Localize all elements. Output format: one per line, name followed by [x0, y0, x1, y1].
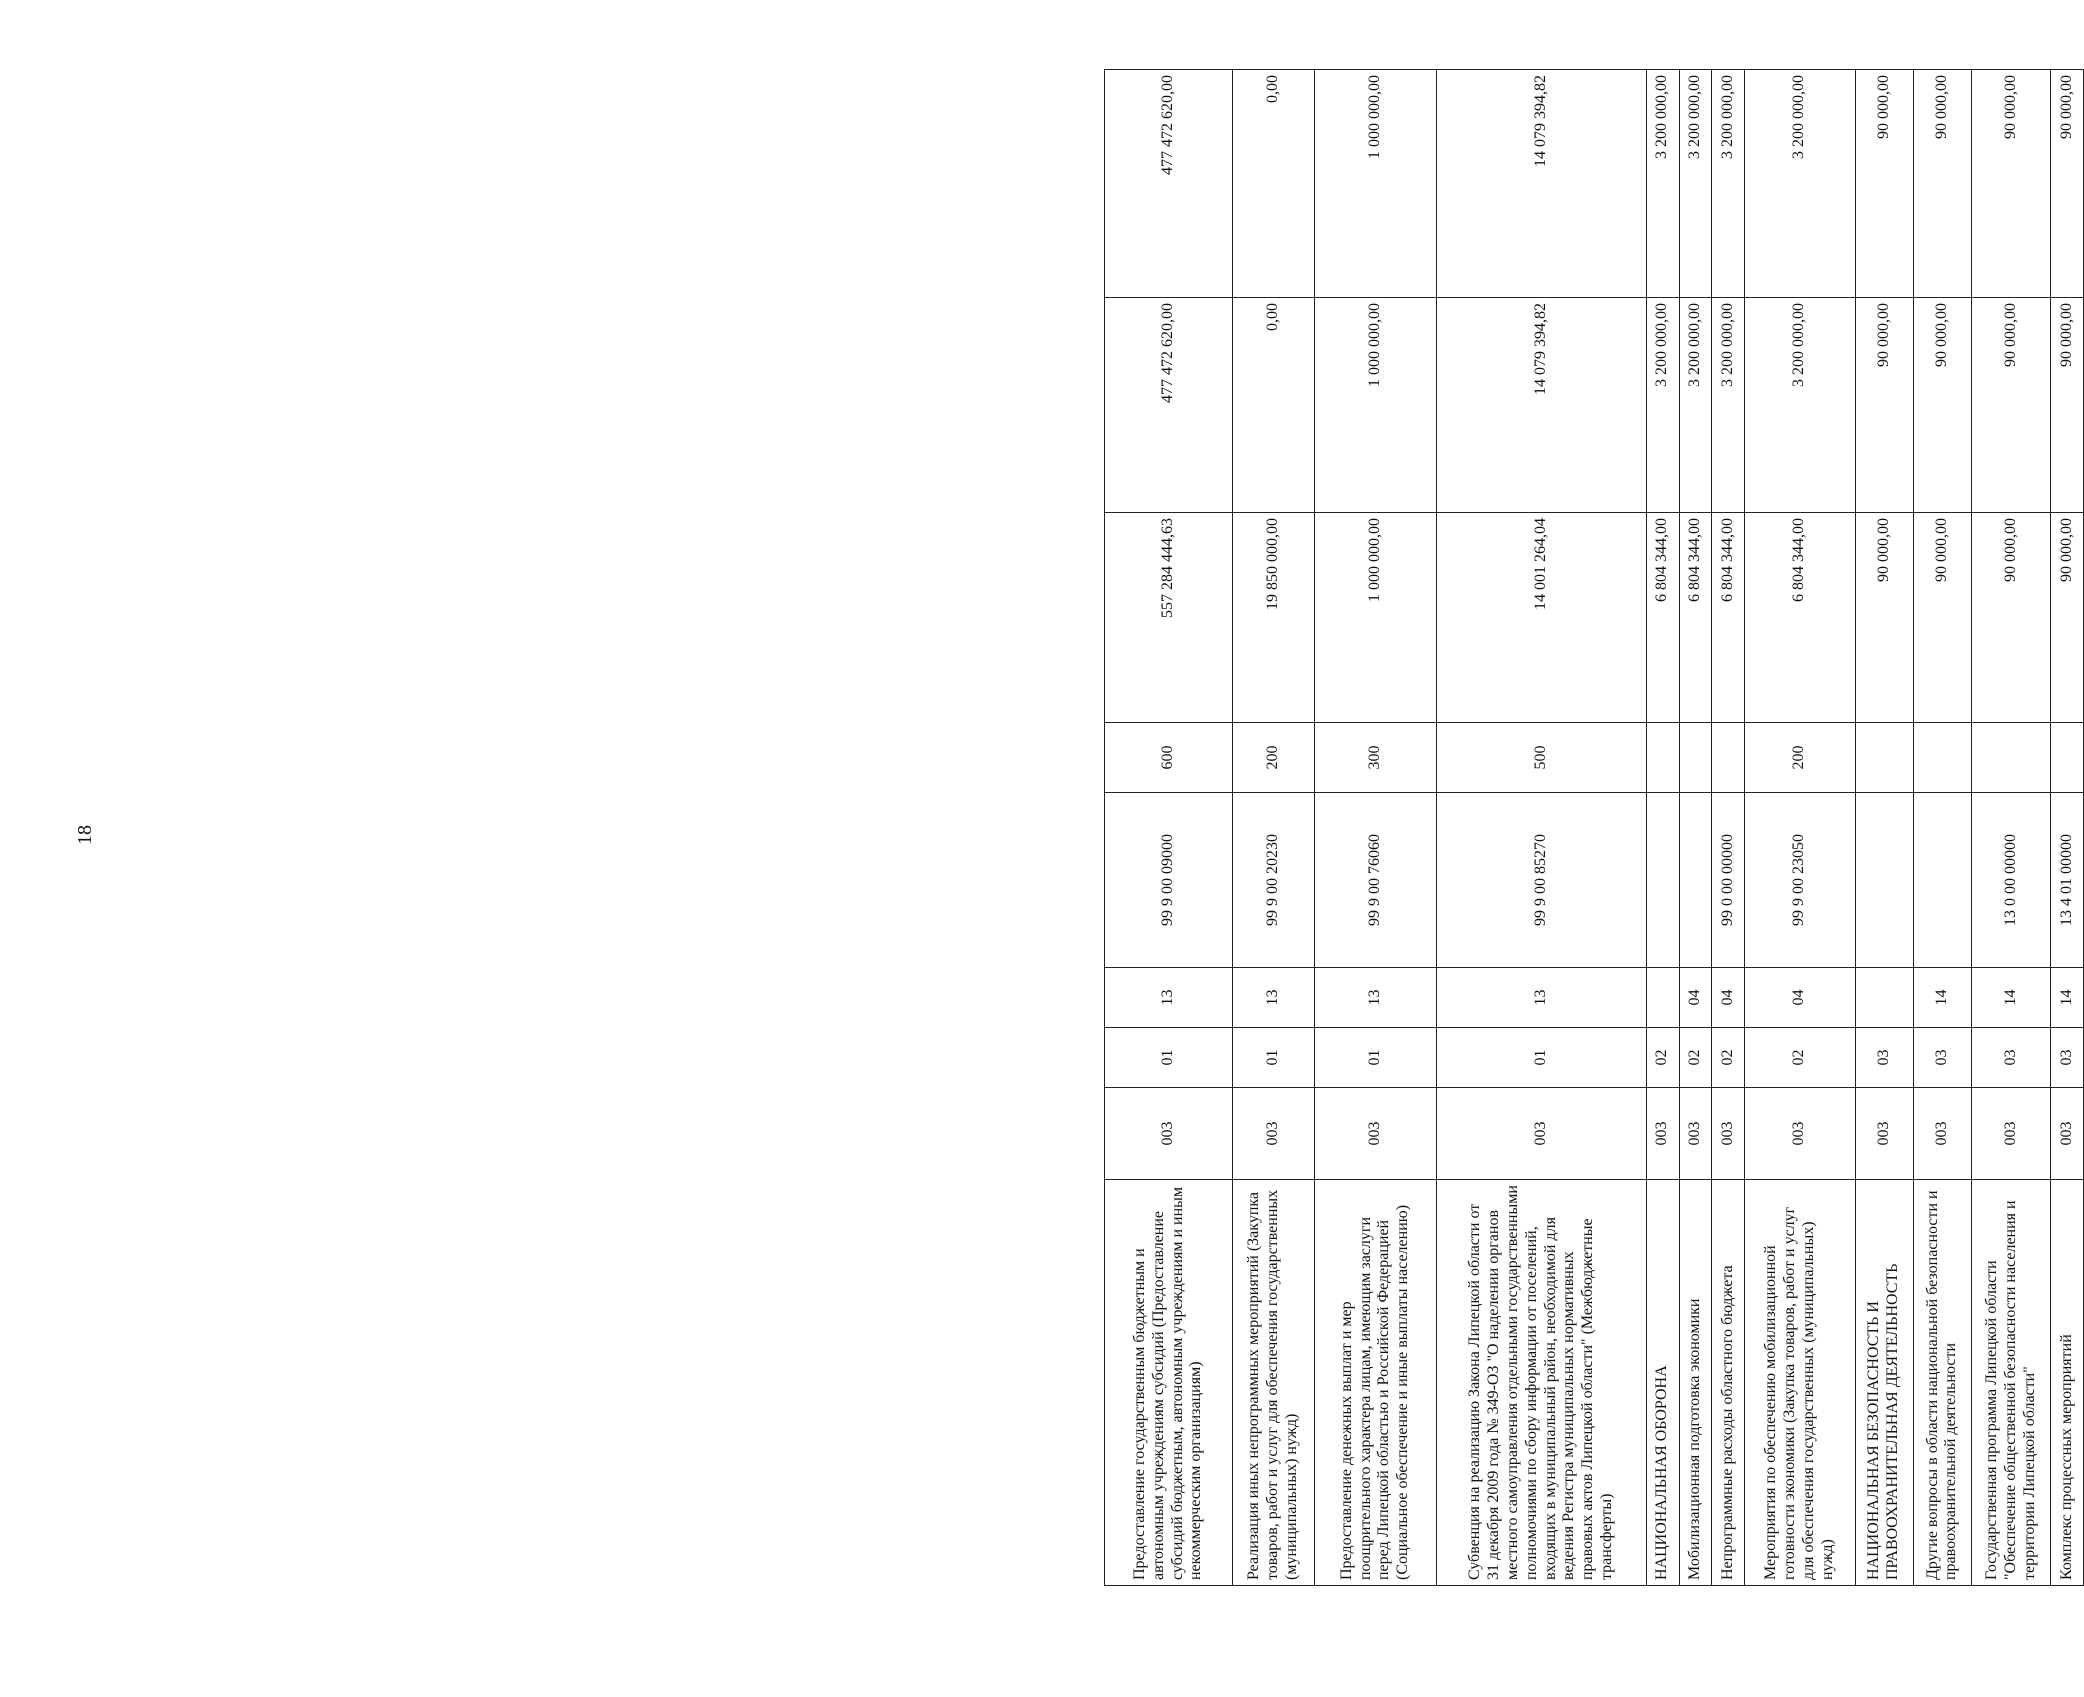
cell-grbs-code: 003	[1646, 1088, 1679, 1180]
cell-grbs-code: 003	[1972, 1088, 2051, 1180]
cell-amount-1: 90 000,00	[1855, 513, 1913, 723]
cell-name: Комплекс процессных мероприятий	[2051, 1180, 2084, 1586]
cell-amount-2: 14 079 394,82	[1437, 298, 1647, 513]
table-row	[1913, 70, 1971, 1586]
cell-name: Субвенция на реализацию Закона Липецкой области от 31 декабря 2009 года № 349-ОЗ "О наделении органов местного самоуправления отдельными государственными полномочиями по сбору информации от поселений, входящих в муниципальный район, необходимой для ведения Регистра муниципальных нормативных правовых актов Липецкой области" (Межбюджетные трансферты)	[1437, 1180, 1647, 1586]
cell-grbs-code: 003	[2051, 1088, 2084, 1180]
cell-target-article: 99 0 00 00000	[1712, 793, 1745, 968]
cell-name: Мероприятия по обеспечению мобилизационной готовности экономики (Закупка товаров, работ и услуг для обеспечения государственных (муниципальных) нужд)	[1744, 1180, 1855, 1586]
cell-target-article: 99 9 00 85270	[1437, 793, 1647, 968]
cell-grbs-code: 003	[1314, 1088, 1436, 1180]
cell-amount-2: 90 000,00	[1972, 298, 2051, 513]
cell-target-article: 99 9 00 23050	[1744, 793, 1855, 968]
cell-section-code: 01	[1105, 1028, 1233, 1088]
table-row	[1744, 70, 1855, 1586]
cell-name: НАЦИОНАЛЬНАЯ ОБОРОНА	[1646, 1180, 1679, 1586]
cell-amount-1: 1 000 000,00	[1314, 513, 1436, 723]
cell-grbs-code: 003	[1679, 1088, 1712, 1180]
cell-amount-2: 90 000,00	[1855, 298, 1913, 513]
table-row	[1855, 70, 1913, 1586]
cell-amount-3: 90 000,00	[1913, 70, 1971, 298]
cell-amount-3: 90 000,00	[1855, 70, 1913, 298]
cell-name: Мобилизационная подготовка экономики	[1679, 1180, 1712, 1586]
cell-name: Непрограммные расходы областного бюджета	[1712, 1180, 1745, 1586]
cell-name: Предоставление денежных выплат и мер поощрительного характера лицам, имеющим заслуги перед Липецкой областью и Российской Федерацией (Социальное обеспечение и иные выплаты населению)	[1314, 1180, 1436, 1586]
cell-subsection-code: 13	[1105, 968, 1233, 1028]
cell-grbs-code: 003	[1437, 1088, 1647, 1180]
cell-amount-3: 90 000,00	[2051, 70, 2084, 298]
cell-expense-type: 600	[1105, 723, 1233, 793]
table-body	[1105, 70, 2084, 1586]
cell-expense-type	[1855, 723, 1913, 793]
cell-amount-3: 3 200 000,00	[1646, 70, 1679, 298]
cell-amount-1: 90 000,00	[1972, 513, 2051, 723]
cell-subsection-code: 04	[1744, 968, 1855, 1028]
cell-grbs-code: 003	[1712, 1088, 1745, 1180]
table-row	[1437, 70, 1647, 1586]
cell-amount-1: 19 850 000,00	[1233, 513, 1315, 723]
table-row	[1712, 70, 1745, 1586]
cell-subsection-code	[1646, 968, 1679, 1028]
cell-amount-3: 1 000 000,00	[1314, 70, 1436, 298]
cell-grbs-code: 003	[1105, 1088, 1233, 1180]
cell-amount-3: 477 472 620,00	[1105, 70, 1233, 298]
cell-amount-2: 90 000,00	[2051, 298, 2084, 513]
cell-amount-1: 14 001 264,04	[1437, 513, 1647, 723]
cell-expense-type	[1712, 723, 1745, 793]
cell-target-article: 99 9 00 20230	[1233, 793, 1315, 968]
cell-amount-1: 557 284 444,63	[1105, 513, 1233, 723]
cell-grbs-code: 003	[1233, 1088, 1315, 1180]
cell-target-article	[1913, 793, 1971, 968]
cell-amount-2: 90 000,00	[1913, 298, 1971, 513]
cell-name: Государственная программа Липецкой области "Обеспечение общественной безопасности населения и территории Липецкой области"	[1972, 1180, 2051, 1586]
cell-amount-3: 3 200 000,00	[1679, 70, 1712, 298]
cell-amount-1: 6 804 344,00	[1744, 513, 1855, 723]
cell-target-article	[1646, 793, 1679, 968]
cell-section-code: 03	[1855, 1028, 1913, 1088]
cell-section-code: 03	[1972, 1028, 2051, 1088]
cell-section-code: 02	[1744, 1028, 1855, 1088]
table-row	[1972, 70, 2051, 1586]
cell-amount-2: 3 200 000,00	[1712, 298, 1745, 513]
cell-expense-type	[1913, 723, 1971, 793]
budget-table-container	[1104, 70, 2084, 1586]
cell-subsection-code: 14	[1913, 968, 1971, 1028]
cell-subsection-code: 14	[2051, 968, 2084, 1028]
cell-target-article	[1855, 793, 1913, 968]
table-row	[1233, 70, 1315, 1586]
cell-amount-1: 90 000,00	[2051, 513, 2084, 723]
cell-subsection-code: 04	[1679, 968, 1712, 1028]
cell-expense-type: 500	[1437, 723, 1647, 793]
cell-amount-1: 6 804 344,00	[1679, 513, 1712, 723]
cell-amount-3: 90 000,00	[1972, 70, 2051, 298]
cell-amount-2: 1 000 000,00	[1314, 298, 1436, 513]
table-row	[1646, 70, 1679, 1586]
cell-amount-3: 3 200 000,00	[1712, 70, 1745, 298]
table-row	[1679, 70, 1712, 1586]
cell-section-code: 03	[1913, 1028, 1971, 1088]
cell-expense-type	[1646, 723, 1679, 793]
cell-amount-2: 477 472 620,00	[1105, 298, 1233, 513]
cell-target-article: 13 0 00 00000	[1972, 793, 2051, 968]
page-number: 18	[74, 825, 96, 845]
cell-amount-2: 0,00	[1233, 298, 1315, 513]
cell-expense-type	[2051, 723, 2084, 793]
cell-section-code: 03	[2051, 1028, 2084, 1088]
table-row	[1314, 70, 1436, 1586]
cell-name: Реализация иных непрограммных мероприятий (Закупка товаров, работ и услуг для обеспечения государственных (муниципальных) нужд)	[1233, 1180, 1315, 1586]
budget-table	[1104, 69, 2084, 1586]
cell-name: Другие вопросы в области национальной безопасности и правоохранительной деятельности	[1913, 1180, 1971, 1586]
cell-section-code: 02	[1679, 1028, 1712, 1088]
cell-name: НАЦИОНАЛЬНАЯ БЕЗОПАСНОСТЬ И ПРАВООХРАНИТЕЛЬНАЯ ДЕЯТЕЛЬНОСТЬ	[1855, 1180, 1913, 1586]
cell-amount-1: 6 804 344,00	[1646, 513, 1679, 723]
cell-amount-2: 3 200 000,00	[1679, 298, 1712, 513]
cell-section-code: 01	[1233, 1028, 1315, 1088]
cell-grbs-code: 003	[1744, 1088, 1855, 1180]
cell-subsection-code: 13	[1437, 968, 1647, 1028]
cell-subsection-code	[1855, 968, 1913, 1028]
cell-name: Предоставление государственным бюджетным и автономным учреждениям субсидий (Предоставление субсидий бюджетным, автономным учреждениям и иным некоммерческим организациям)	[1105, 1180, 1233, 1586]
cell-section-code: 01	[1437, 1028, 1647, 1088]
cell-subsection-code: 13	[1314, 968, 1436, 1028]
cell-target-article: 99 9 00 76060	[1314, 793, 1436, 968]
cell-target-article: 13 4 01 00000	[2051, 793, 2084, 968]
cell-amount-2: 3 200 000,00	[1646, 298, 1679, 513]
cell-expense-type: 300	[1314, 723, 1436, 793]
cell-expense-type	[1679, 723, 1712, 793]
cell-expense-type: 200	[1744, 723, 1855, 793]
cell-expense-type	[1972, 723, 2051, 793]
cell-expense-type: 200	[1233, 723, 1315, 793]
cell-grbs-code: 003	[1913, 1088, 1971, 1180]
cell-amount-1: 6 804 344,00	[1712, 513, 1745, 723]
cell-subsection-code: 13	[1233, 968, 1315, 1028]
cell-amount-1: 90 000,00	[1913, 513, 1971, 723]
cell-target-article: 99 9 00 09000	[1105, 793, 1233, 968]
cell-amount-3: 0,00	[1233, 70, 1315, 298]
table-row	[1105, 70, 1233, 1586]
cell-section-code: 02	[1646, 1028, 1679, 1088]
cell-subsection-code: 14	[1972, 968, 2051, 1028]
cell-amount-2: 3 200 000,00	[1744, 298, 1855, 513]
cell-amount-3: 14 079 394,82	[1437, 70, 1647, 298]
cell-subsection-code: 04	[1712, 968, 1745, 1028]
table-row	[2051, 70, 2084, 1586]
cell-grbs-code: 003	[1855, 1088, 1913, 1180]
cell-section-code: 01	[1314, 1028, 1436, 1088]
cell-amount-3: 3 200 000,00	[1744, 70, 1855, 298]
cell-target-article	[1679, 793, 1712, 968]
cell-section-code: 02	[1712, 1028, 1745, 1088]
